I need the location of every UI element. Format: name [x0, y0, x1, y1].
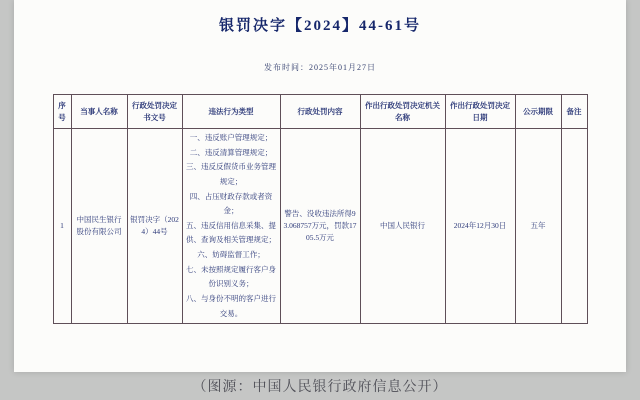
cell-index: 1 [53, 129, 71, 324]
cell-remarks [561, 129, 587, 324]
header-remarks: 备注 [561, 95, 587, 129]
header-party-name: 当事人名称 [71, 95, 127, 129]
table-header-row [53, 95, 587, 129]
cell-decision-date: 2024年12月30日 [445, 129, 515, 324]
table-row [53, 129, 587, 324]
violation-item: 七、未按照规定履行客户身份识别义务； [186, 264, 276, 289]
cell-doc-no: 银罚决字（2024）44号 [127, 129, 182, 324]
header-decision-date: 作出行政处罚决定日期 [445, 95, 515, 129]
violation-item: 五、违反信用信息采集、提供、查询及相关管理规定； [186, 220, 276, 245]
header-violation-type: 违法行为类型 [182, 95, 280, 129]
penalty-table [53, 94, 588, 324]
header-index: 序号 [53, 95, 71, 129]
header-penalty-content: 行政处罚内容 [280, 95, 360, 129]
violation-item: 六、妨碍监督工作； [197, 250, 265, 259]
header-publicity-period: 公示期限 [515, 95, 561, 129]
violation-item: 八、与身份不明的客户进行交易。 [186, 293, 276, 318]
violation-item: 四、占压财政存款或者资金； [189, 191, 273, 216]
document [14, 0, 626, 372]
cell-authority: 中国人民银行 [360, 129, 445, 324]
document-title: 银罚决字【2024】44-61号 [219, 18, 421, 34]
cell-party-name: 中国民生银行股份有限公司 [71, 129, 127, 324]
cell-penalty: 警告、没收违法所得93.068757万元，罚款1705.5万元 [280, 129, 360, 324]
violation-item: 一、违反账户管理规定； [189, 133, 273, 142]
image-source-caption: （图源：中国人民银行政府信息公开） [192, 380, 448, 395]
header-doc-no: 行政处罚决定书文号 [127, 95, 182, 129]
violation-item: 三、违反反假货币业务管理规定； [186, 162, 276, 186]
violation-item: 二、违反清算管理规定； [189, 147, 273, 157]
publish-date: 发布时间：2025年01月27日 [264, 63, 376, 72]
cell-publicity-period: 五年 [515, 129, 561, 324]
cell-violations [182, 129, 280, 324]
header-authority: 作出行政处罚决定机关名称 [360, 95, 445, 129]
